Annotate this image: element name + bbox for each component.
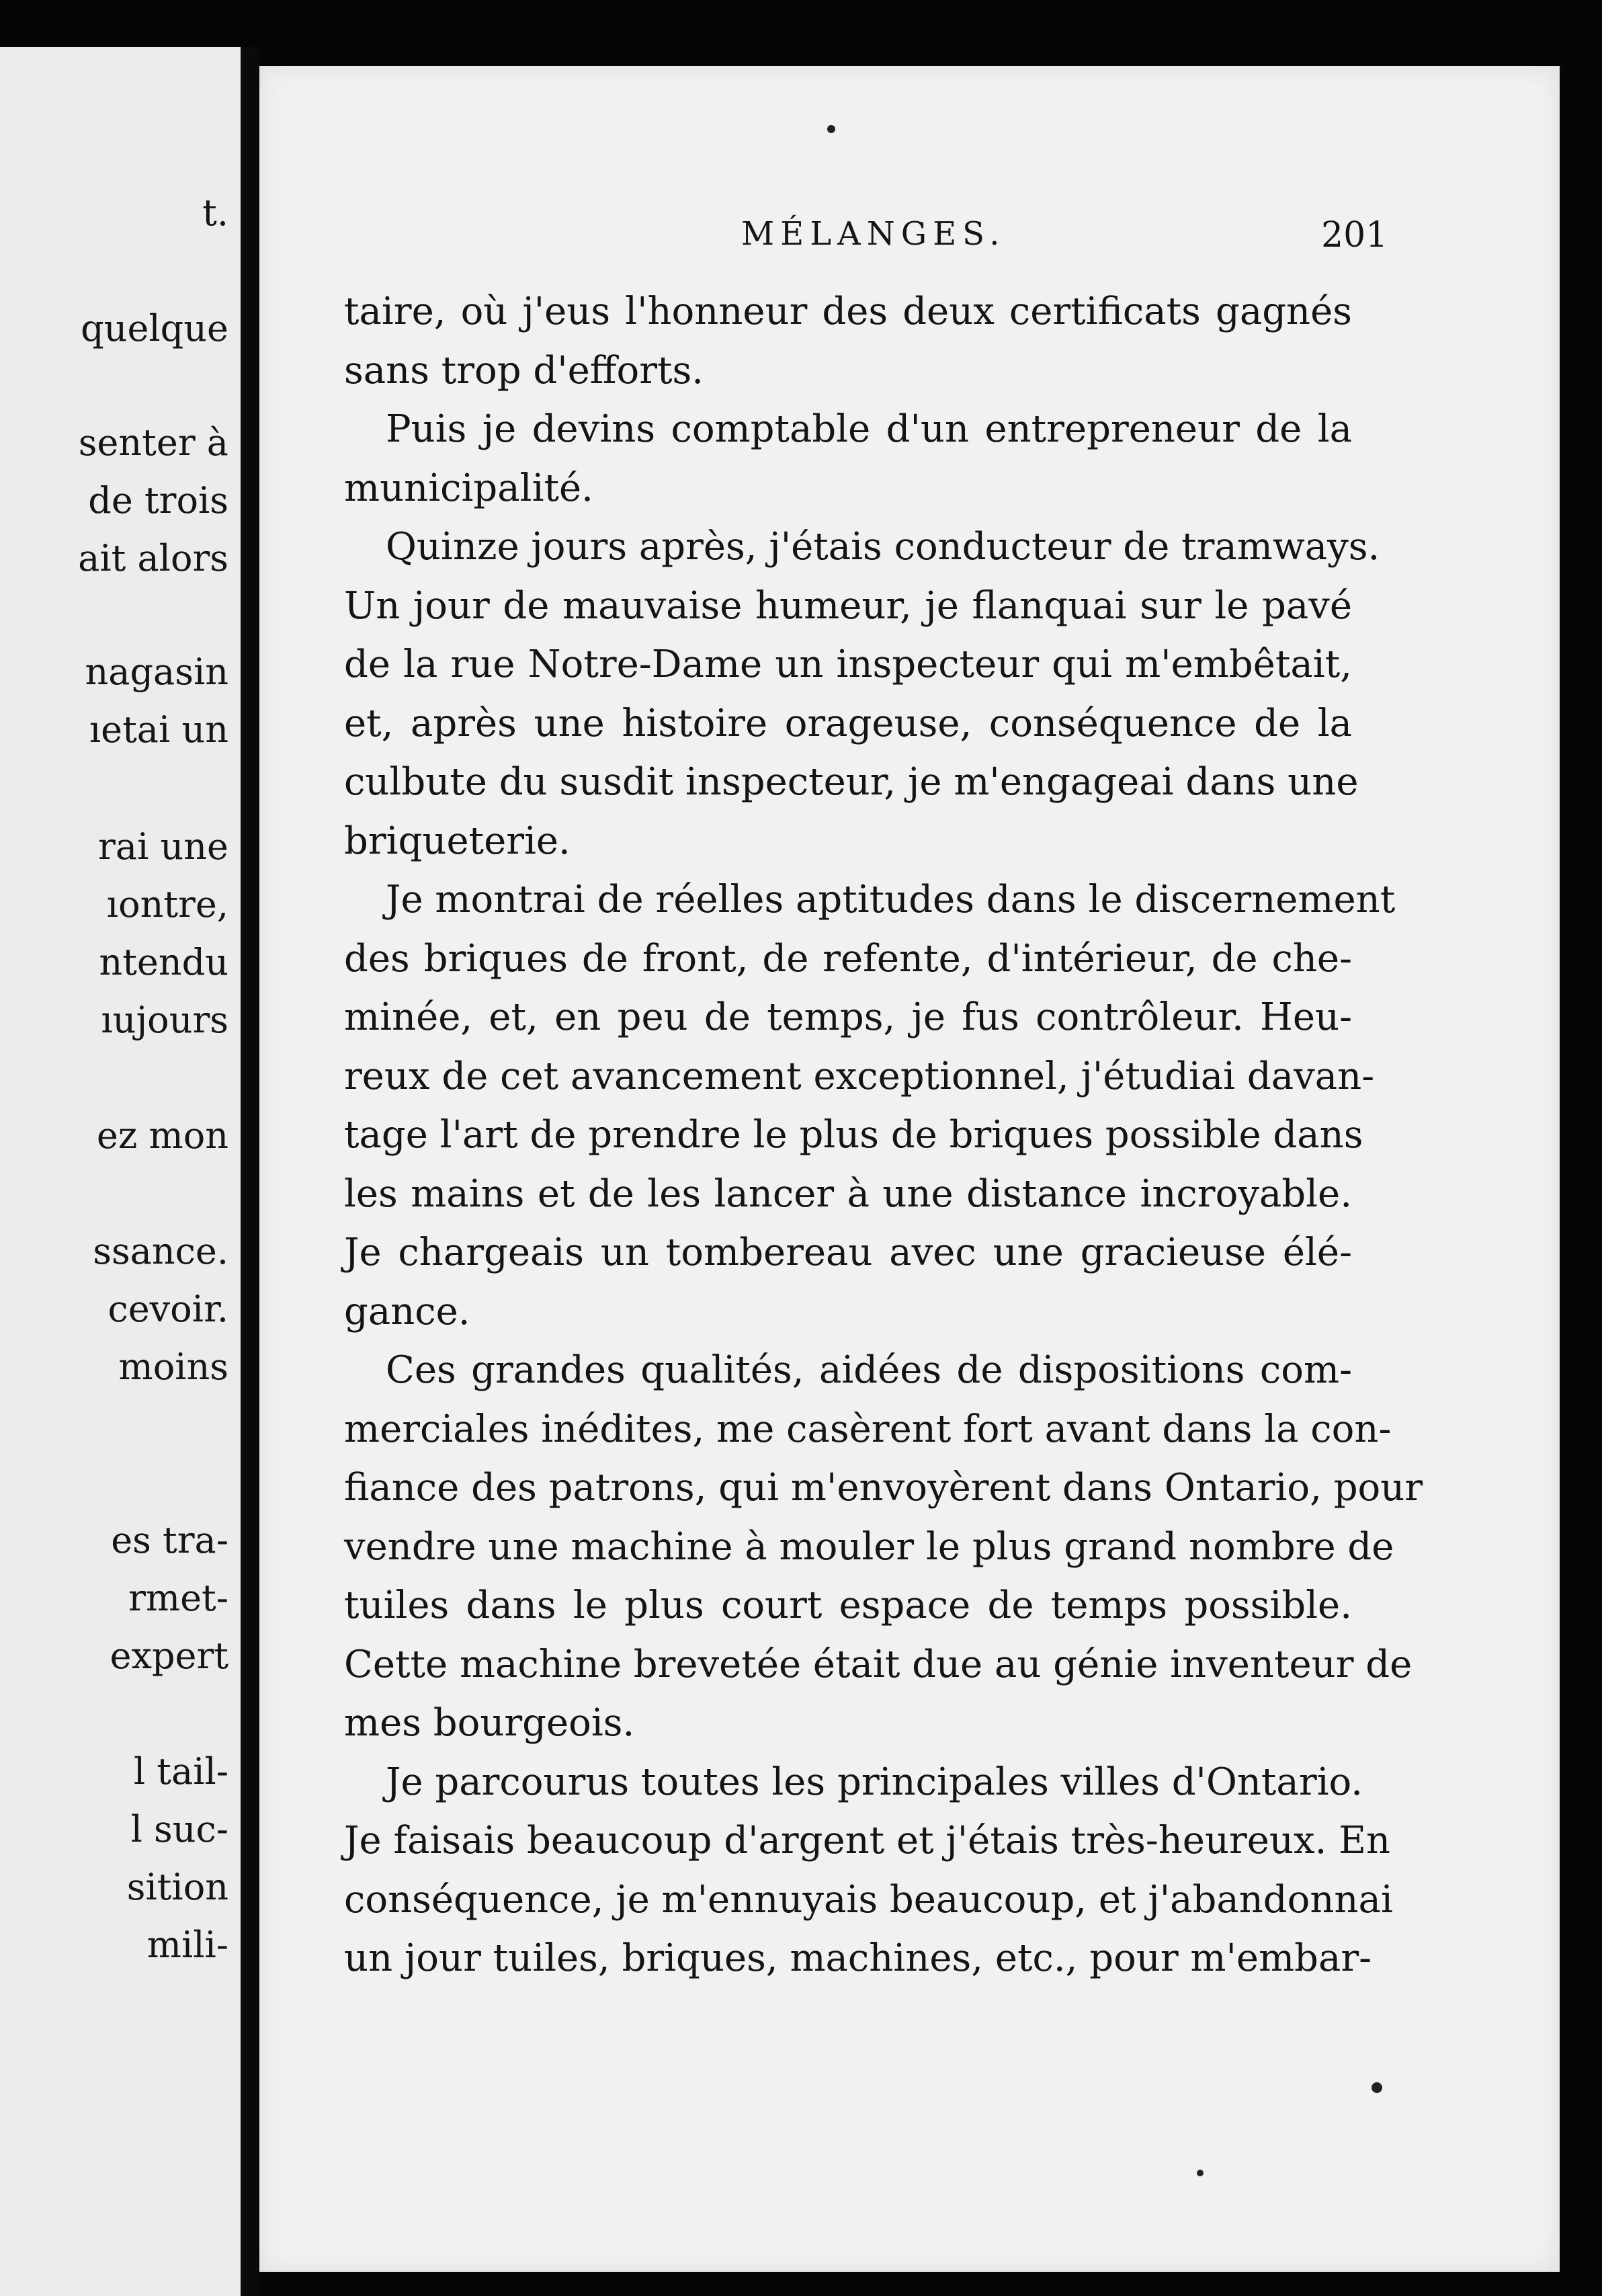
text-line: Puis je devins comptable d'un entrepreneur de la xyxy=(386,407,1352,451)
facing-line: nagasin xyxy=(85,651,228,693)
book-gutter xyxy=(241,47,259,2296)
ink-speck xyxy=(1197,2170,1204,2176)
text-line: Je faisais beaucoup d'argent et j'étais très-heureux. En xyxy=(344,1819,1391,1862)
facing-line: ıetai un xyxy=(89,708,228,751)
text-line: briqueterie. xyxy=(344,819,571,863)
facing-line: l tail- xyxy=(133,1750,228,1793)
text-line: Je parcourus toutes les principales villes d'Ontario. xyxy=(386,1760,1363,1804)
text-line: merciales inédites, me casèrent fort avant dans la con- xyxy=(344,1407,1392,1451)
facing-line: expert xyxy=(110,1635,228,1677)
text-line: vendre une machine à mouler le plus grand nombre de xyxy=(344,1524,1394,1569)
facing-line: sition xyxy=(126,1866,228,1908)
text-line: tuiles dans le plus court espace de temps possible. xyxy=(344,1584,1352,1627)
running-head: MÉLANGES. xyxy=(741,215,1006,253)
body-text xyxy=(344,282,1423,1988)
facing-line: moins xyxy=(118,1346,228,1388)
text-line: taire, où j'eus l'honneur des deux certificats gagnés xyxy=(344,290,1352,333)
page-number: 201 xyxy=(1321,215,1388,255)
facing-line: l suc- xyxy=(130,1808,228,1850)
text-line: municipalité. xyxy=(344,466,593,510)
facing-line: ssance. xyxy=(93,1230,228,1272)
facing-page-fragment xyxy=(0,47,241,2296)
facing-line: ntendu xyxy=(99,941,228,983)
facing-line: ıontre, xyxy=(106,883,228,926)
ink-speck xyxy=(827,125,835,133)
facing-line: senter à xyxy=(78,421,228,464)
book-page xyxy=(259,66,1560,2272)
text-line: des briques de front, de refente, d'intérieur, de che- xyxy=(344,936,1352,981)
text-line: culbute du susdit inspecteur, je m'engageai dans une xyxy=(344,760,1359,804)
text-line: fiance des patrons, qui m'envoyèrent dans Ontario, pour xyxy=(344,1466,1423,1510)
facing-line: t. xyxy=(202,192,228,234)
facing-line: rai une xyxy=(98,825,228,868)
text-line: conséquence, je m'ennuyais beaucoup, et j'abandonnai xyxy=(344,1877,1393,1922)
text-line: minée, et, en peu de temps, je fus contrôleur. Heu- xyxy=(344,995,1352,1039)
facing-line: quelque xyxy=(81,307,228,350)
facing-line: ez mon xyxy=(96,1114,228,1157)
page-header xyxy=(259,215,1560,262)
facing-line: ait alors xyxy=(78,537,228,579)
facing-line: mili- xyxy=(146,1924,228,1966)
text-line: Je montrai de réelles aptitudes dans le discernement xyxy=(386,878,1396,921)
ink-speck xyxy=(1372,2082,1382,2093)
facing-line: de trois xyxy=(88,479,228,522)
text-line: un jour tuiles, briques, machines, etc., pour m'embar- xyxy=(344,1936,1372,1980)
text-line: de la rue Notre-Dame un inspecteur qui m'embêtait, xyxy=(344,643,1352,686)
text-line: tage l'art de prendre le plus de briques possible dans xyxy=(344,1113,1363,1157)
text-line: Je chargeais un tombereau avec une gracieuse élé- xyxy=(344,1231,1352,1274)
facing-line: ıujours xyxy=(101,999,228,1041)
text-line: gance. xyxy=(344,1289,470,1334)
text-line: reux de cet avancement exceptionnel, j'étudiai davan- xyxy=(344,1054,1375,1098)
text-line: Quinze jours après, j'étais conducteur de tramways. xyxy=(386,525,1380,569)
facing-line: cevoir. xyxy=(108,1288,228,1330)
facing-line: rmet- xyxy=(128,1577,228,1619)
text-line: les mains et de les lancer à une distance incroyable. xyxy=(344,1172,1352,1216)
text-line: Cette machine brevetée était due au génie inventeur de xyxy=(344,1642,1413,1686)
text-line: et, après une histoire orageuse, conséquence de la xyxy=(344,701,1352,745)
text-line: sans trop d'efforts. xyxy=(344,348,704,393)
text-line: Un jour de mauvaise humeur, je flanquai sur le pavé xyxy=(344,583,1352,628)
text-line: Ces grandes qualités, aidées de dispositions com- xyxy=(386,1348,1352,1392)
text-line: mes bourgeois. xyxy=(344,1701,635,1745)
facing-line: es tra- xyxy=(111,1519,228,1561)
